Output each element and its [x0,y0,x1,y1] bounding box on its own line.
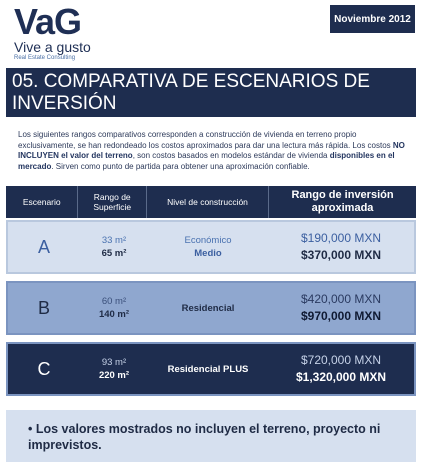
logo-main-text: VaG [14,1,82,42]
surface-min: 93 m² [101,357,127,368]
investment-min: $190,000 MXN [300,231,382,245]
surface-max: 65 m² [101,248,127,259]
section-title-bar [6,68,416,117]
intro-text-2: , son costos basados en modelos estándar de vivienda [132,151,330,160]
header-scenario: Escenario [6,186,78,218]
construction-level [148,302,268,315]
section-title: 05. COMPARATIVA DE ESCENARIOS DE INVERSIÓN [12,71,370,114]
level-line-1: Económico [184,235,232,246]
investment-range [268,230,414,264]
table-row-a [6,220,416,274]
header-surface: Rango de Superficie [78,186,147,218]
company-logo [14,1,164,61]
table-row-c [6,342,416,396]
scenario-label: B [37,297,50,318]
intro-paragraph [18,130,410,172]
investment-range [268,291,414,325]
disclaimer-note: • Los valores mostrados no incluyen el terreno, proyecto ni imprevistos. [6,410,416,462]
intro-bold-2: disponibles en el mercado [18,151,395,171]
header-level: Nivel de construcción [147,186,269,218]
surface-max: 140 m² [98,309,130,320]
logo-tagline: Real Estate Consulting [14,55,76,61]
intro-text-3: . Sirven como punto de partida para obtener una aproximación confiable. [51,161,310,171]
logo-subtitle: Vive a gusto [14,39,91,55]
surface-range [80,356,148,382]
surface-range [80,295,148,321]
date-badge: Noviembre 2012 [330,5,415,33]
investment-range [268,352,414,386]
construction-level [148,363,268,376]
investment-max: $970,000 MXN [300,309,382,323]
investment-min: $420,000 MXN [300,292,382,306]
surface-range [80,234,148,260]
table-header [6,186,416,218]
level-line-2: Residencial PLUS [167,363,249,375]
scenario-label: C [37,358,51,379]
intro-text-1: Los siguientes rangos comparativos corresponden a construcción de vivienda en terreno propio exclusivamente, se han redondeado los costos aproximados para dar una lectura más rápida. Los costos [18,130,393,150]
investment-max: $1,320,000 MXN [295,370,387,384]
investment-min: $720,000 MXN [300,353,382,367]
surface-min: 60 m² [101,296,127,307]
table-row-b [6,281,416,335]
investment-max: $370,000 MXN [300,248,382,262]
level-line-2: Medio [194,248,222,259]
level-line-2: Residencial [181,302,235,314]
scenario-label: A [37,236,50,257]
surface-min: 33 m² [101,235,127,246]
construction-level [148,234,268,260]
intro-bold-1: NO INCLUYEN el valor del terreno [18,140,405,160]
header-investment: Rango de inversión aproximada [291,189,394,214]
surface-max: 220 m² [98,370,130,381]
